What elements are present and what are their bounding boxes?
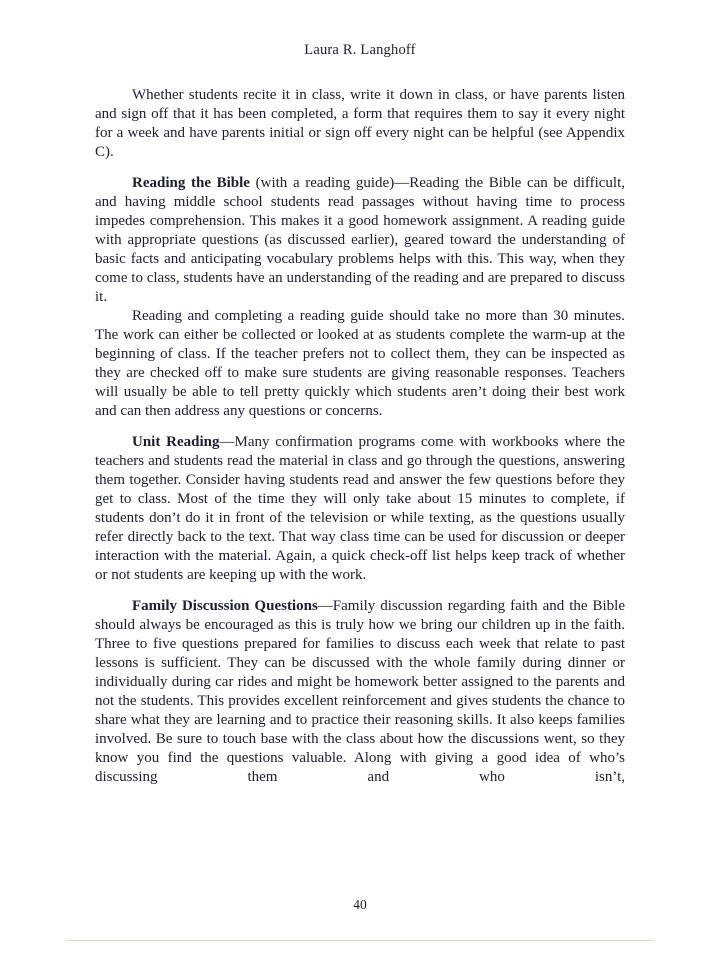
paragraph-lead: Family Discussion Questions (132, 598, 318, 614)
running-header-author: Laura R. Langhoff (304, 42, 416, 58)
paragraph-reading-guide (95, 307, 625, 421)
paragraph-text: —Many confirmation programs come with workbooks where the teachers and students read the material in class and go through the questions, answering them together. Consider having students read and answer the few questions before they get to class. Most of the time they will only take about 15 minutes to complete, if students don’t do it in front of the television or while texting, as the questions usually refer directly back to the text. That way class time can be used for discussion or deeper interaction with the material. Again, a quick check-off list helps keep track of whether or not students are keeping up with the work. (95, 434, 625, 583)
paragraph-lead: Unit Reading (132, 434, 220, 450)
paragraph-lead: Reading the Bible (132, 175, 250, 191)
paragraph-family-discussion (95, 597, 625, 787)
paragraph-text: Reading and completing a reading guide should take no more than 30 minutes. The work can either be collected or looked at as students complete the warm-up at the beginning of class. If the teacher prefers not to collect them, they can be inspected as they are checked off to make sure students are giving reasonable responses. Teachers will usually be able to tell pretty quickly which students aren’t doing their best work and can then address any questions or concerns. (95, 308, 625, 419)
paragraph-text: —Family discussion regarding faith and the Bible should always be encouraged as this is truly how we bring our children up in the faith. Three to five questions prepared for families to discuss each week that relate to past lessons is sufficient. They can be discussed with the whole family during dinner or individually during car rides and might be homework better assigned to the parents and not the students. This provides excellent reinforcement and gives students the chance to share what they are learning and to practice their reasoning skills. It also keeps families involved. Be sure to touch base with the class about how the discussions went, so they know you find the questions valuable. Along with giving a good idea of who’s discussing them and who isn’t, (95, 598, 625, 785)
paragraph-unit-reading (95, 433, 625, 585)
paragraph-intro (95, 86, 625, 162)
page-body (95, 86, 625, 787)
paragraph-text: Whether students recite it in class, write it down in class, or have parents listen and sign off that it has been completed, a form that requires them to say it every night for a week and have parents initial or sign off every night can be helpful (see Appendix C). (95, 87, 625, 160)
page-number: 40 (353, 897, 367, 912)
paragraph-text: (with a reading guide)—Reading the Bible can be difficult, and having middle school students read passages without having time to process impedes comprehension. This makes it a good homework assignment. A reading guide with appropriate questions (as discussed earlier), geared toward the understanding of basic facts and anticipating vocabulary problems helps with this. This way, when they come to class, students have an understanding of the reading and are prepared to discuss it. (95, 175, 626, 305)
paragraph-reading-the-bible (95, 174, 625, 307)
footer-divider (66, 940, 654, 941)
